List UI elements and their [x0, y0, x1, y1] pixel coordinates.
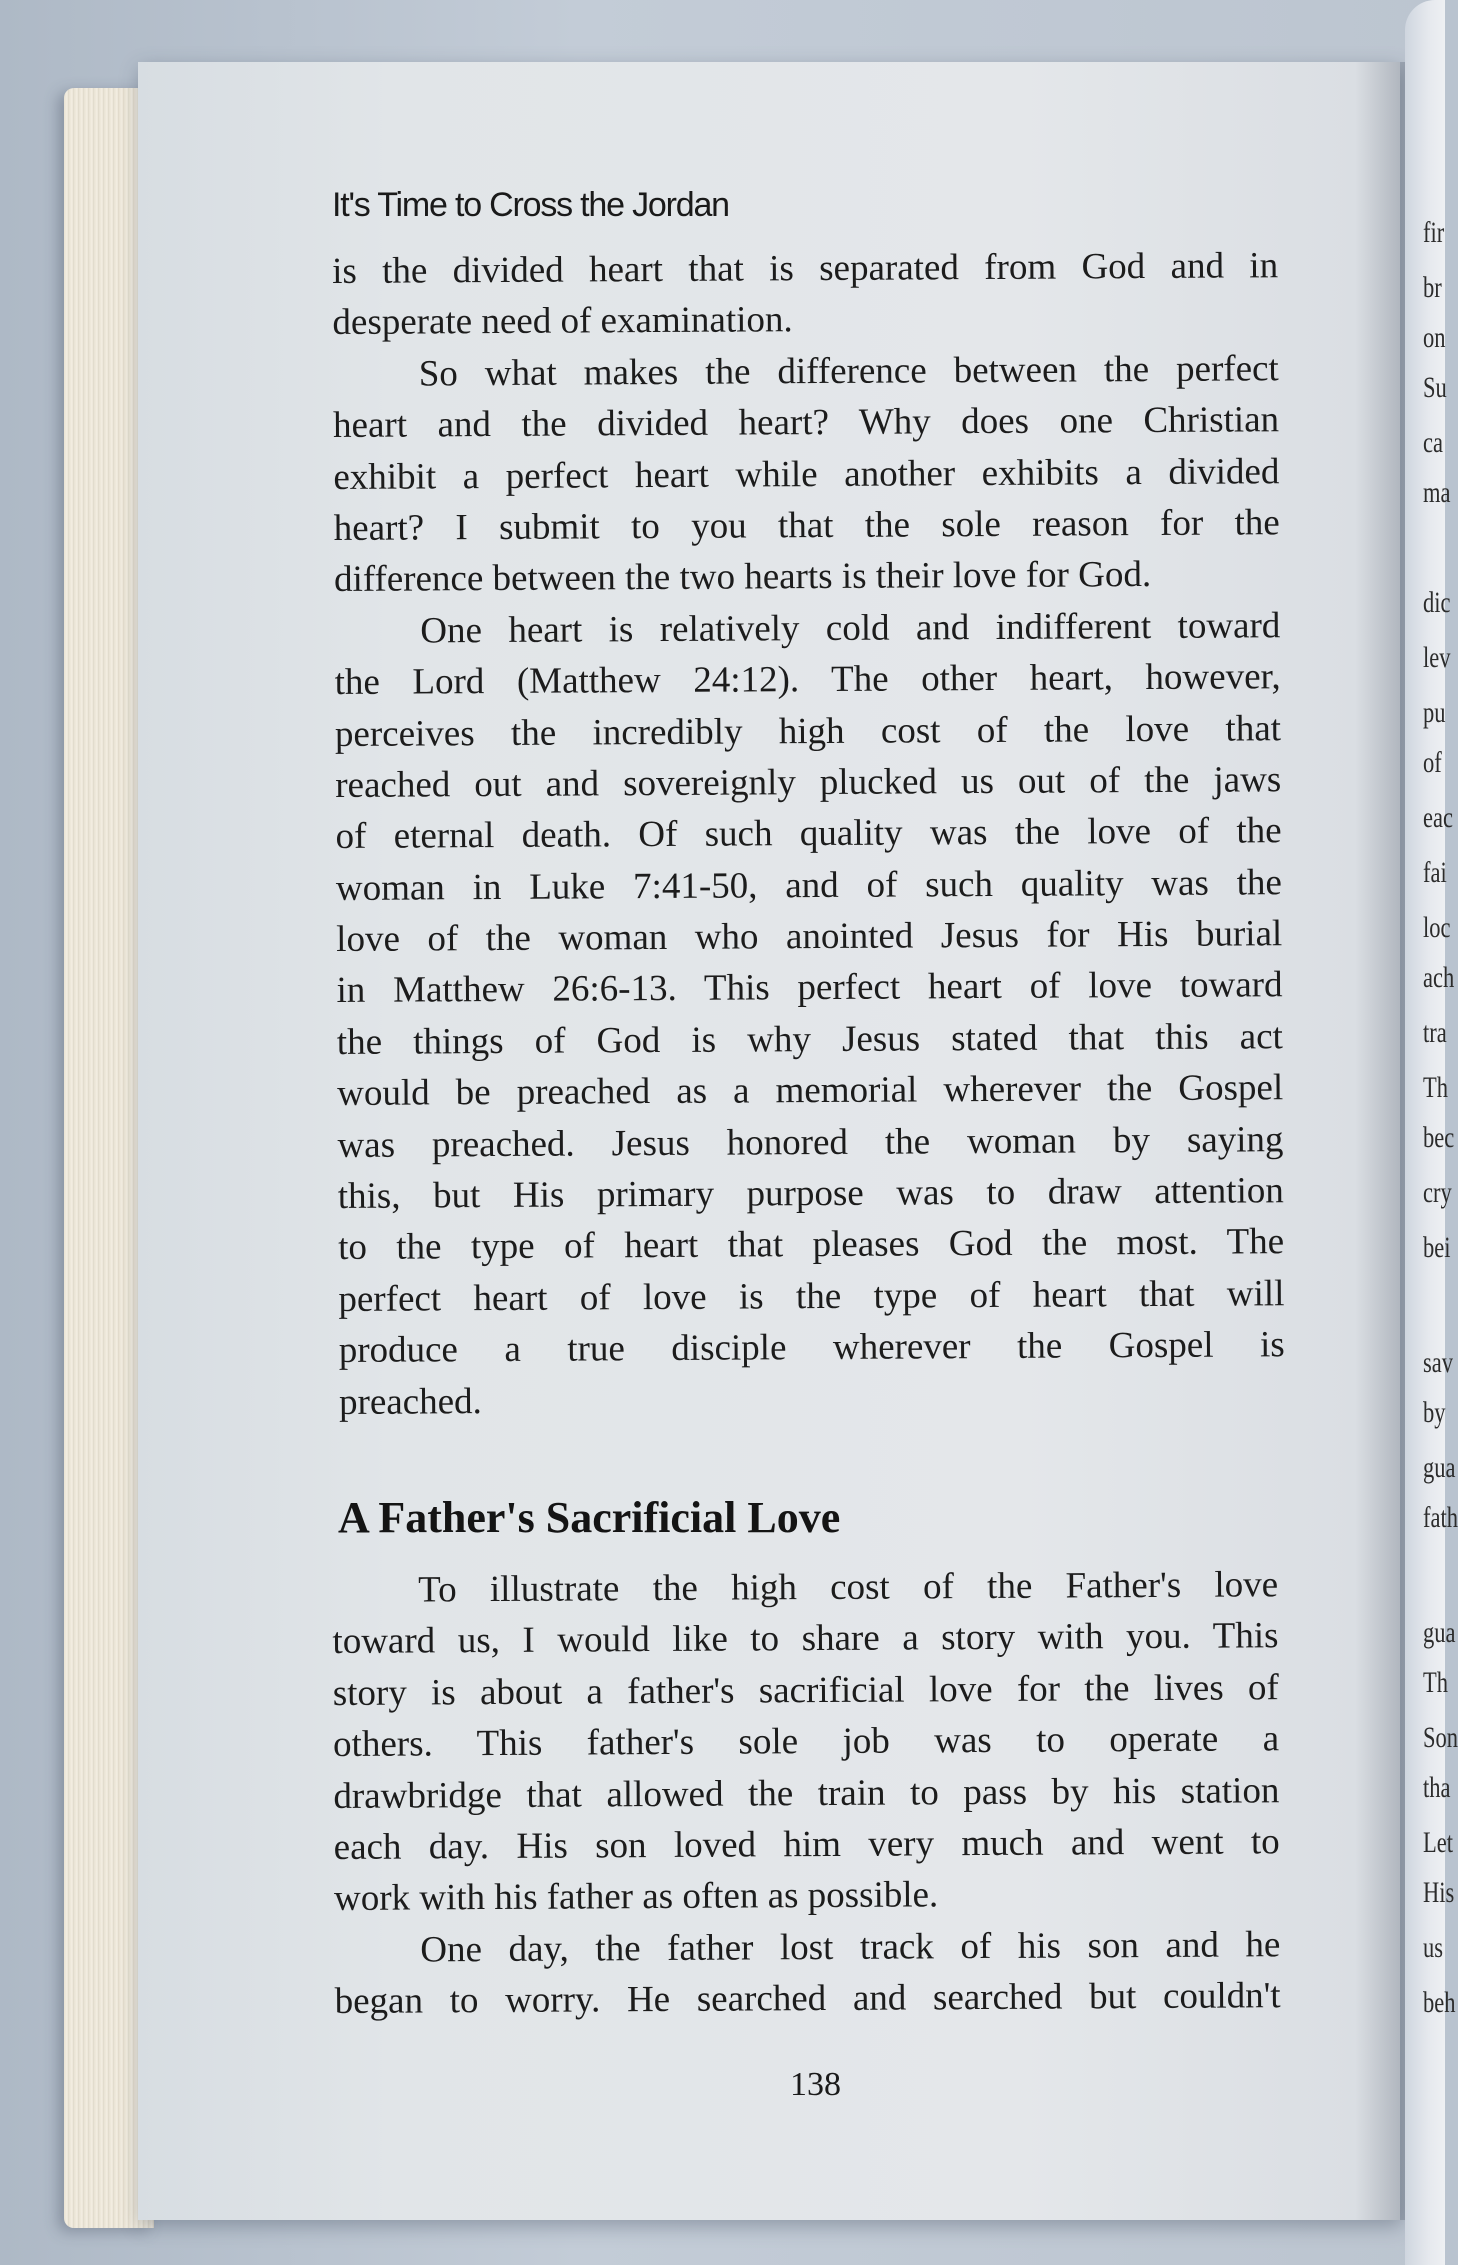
text-line: To illustrate the high cost of the Father's love [418, 1564, 1279, 1611]
text-line: difference between the two hearts is their love for God. [333, 554, 1152, 601]
text-line: reached out and sovereignly plucked us out of the jaws [335, 759, 1282, 806]
text-line: each day. His son loved him very much and went to [333, 1821, 1280, 1868]
facing-page-fragment: bec [1423, 1121, 1455, 1154]
text-line: toward us, I would like to share a story with you. This [332, 1615, 1279, 1663]
page-number: 138 [790, 2066, 841, 2103]
facing-page-fragment: sav [1423, 1346, 1453, 1379]
facing-page-fragment: fai [1423, 856, 1447, 889]
facing-page-fragment: dic [1423, 586, 1451, 619]
facing-page-fragment: cry [1423, 1176, 1452, 1209]
text-line: would be preached as a memorial wherever the Gospel [337, 1067, 1284, 1115]
text-line: drawbridge that allowed the train to pass by his station [333, 1769, 1280, 1817]
text-line: desperate need of examination. [332, 299, 793, 344]
text-line: in Matthew 26:6-13. This perfect heart of love toward [336, 964, 1283, 1012]
text-line: to the type of heart that pleases God the most. The [337, 1221, 1285, 1269]
facing-page-fragment: ma [1423, 476, 1451, 509]
text-line: So what makes the difference between the perfect [418, 348, 1279, 395]
text-line: preached. [338, 1380, 482, 1423]
body-text-section-one [332, 240, 1285, 1428]
facing-page-fragment: bei [1423, 1231, 1451, 1264]
facing-page-fragment: beh [1423, 1986, 1456, 2019]
body-text-section-two [332, 1559, 1281, 2027]
section-heading: A Father's Sacrificial Love [338, 1493, 841, 1542]
text-line: work with his father as often as possible. [333, 1874, 939, 1920]
facing-page-fragment: fir [1423, 216, 1445, 249]
facing-page-fragment: pu [1423, 696, 1446, 729]
running-head: It's Time to Cross the Jordan [332, 186, 729, 224]
facing-page-fragment: by [1423, 1396, 1446, 1429]
facing-page-fragment: gua [1423, 1451, 1456, 1484]
facing-page-fragment: lev [1423, 641, 1451, 674]
text-line: love of the woman who anointed Jesus for His burial [336, 913, 1283, 961]
text-line: the Lord (Matthew 24:12). The other heart, however, [334, 656, 1281, 704]
text-line: the things of God is why Jesus stated that this act [336, 1016, 1283, 1063]
page-gutter-shadow [1355, 62, 1405, 2220]
facing-page-fragment: fath [1423, 1501, 1458, 1534]
text-line: produce a true disciple wherever the Gospel is [338, 1324, 1285, 1372]
facing-page-fragment: Su [1423, 371, 1447, 404]
facing-page-fragment: of [1423, 746, 1442, 779]
facing-page-fragment: on [1423, 321, 1446, 354]
text-line: is the divided heart that is separated from God and in [332, 245, 1279, 292]
text-line: heart and the divided heart? Why does one Christian [332, 399, 1280, 447]
facing-page [1405, 0, 1458, 2265]
text-line: One day, the father lost track of his son and he [420, 1923, 1281, 1971]
text-line: others. This father's sole job was to operate a [332, 1718, 1280, 1766]
facing-page-fragment: His [1423, 1876, 1455, 1909]
facing-page-fragment: tra [1423, 1016, 1447, 1049]
facing-page-fragment: ca [1423, 426, 1443, 459]
text-line: this, but His primary purpose was to draw attention [337, 1170, 1284, 1218]
facing-page-fragment: br [1423, 271, 1442, 304]
text-line: heart? I submit to you that the sole reason for the [333, 502, 1280, 549]
facing-page-fragment: Th [1423, 1666, 1448, 1699]
facing-page-fragment: loc [1423, 911, 1451, 944]
text-line: began to worry. He searched and searched but couldn't [334, 1975, 1281, 2023]
text-line: perfect heart of love is the type of heart that will [338, 1273, 1285, 1320]
facing-page-fragment: us [1423, 1931, 1444, 1964]
text-line: was preached. Jesus honored the woman by saying [337, 1118, 1284, 1166]
text-line: One heart is relatively cold and indifferent toward [420, 604, 1281, 652]
facing-page-fragment: Son [1423, 1721, 1458, 1754]
facing-page-fragment: Th [1423, 1071, 1448, 1104]
facing-page-fragment: gua [1423, 1616, 1456, 1649]
facing-page-fragment: Let [1423, 1826, 1453, 1859]
text-line: story is about a father's sacrificial love for the lives of [332, 1667, 1279, 1714]
facing-page-fragment: ach [1423, 961, 1455, 994]
text-line: woman in Luke 7:41-50, and of such quality was the [335, 861, 1283, 909]
text-line: of eternal death. Of such quality was the love of the [335, 810, 1282, 858]
facing-page-fragment: eac [1423, 801, 1453, 834]
text-line: exhibit a perfect heart while another exhibits a divided [333, 450, 1280, 498]
facing-page-fragment: tha [1423, 1771, 1451, 1804]
text-line: perceives the incredibly high cost of the love that [334, 707, 1282, 755]
